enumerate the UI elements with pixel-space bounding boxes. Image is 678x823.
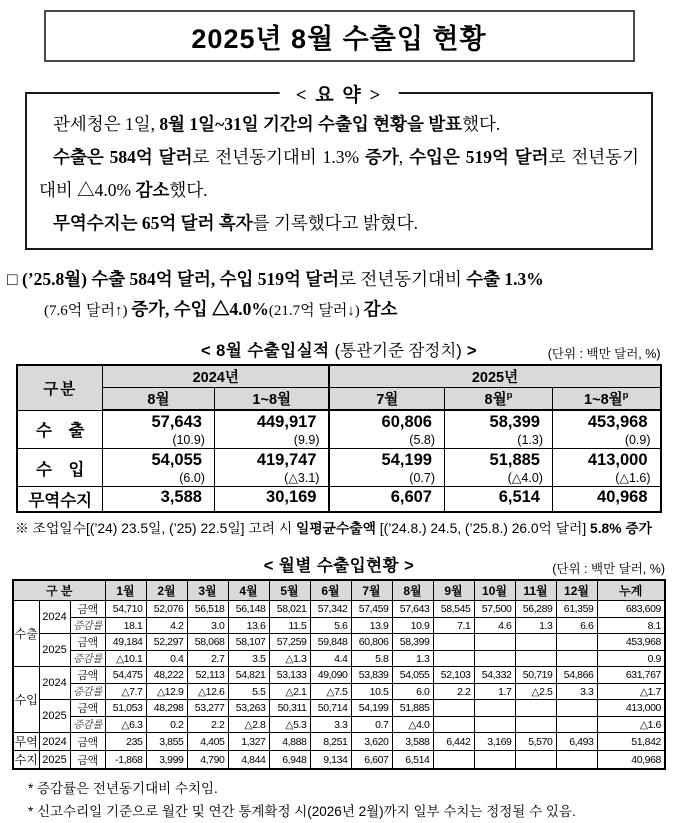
monthly-row bbox=[13, 667, 665, 684]
data-cell bbox=[433, 634, 474, 651]
text-segment: (7.6억 달러↑) bbox=[44, 303, 132, 319]
col-header-year-group: 2024년 bbox=[102, 365, 329, 388]
data-cell: △12.6 bbox=[187, 684, 228, 700]
data-cell: 5.5 bbox=[228, 684, 269, 700]
data-cell: △5.3 bbox=[269, 717, 310, 733]
col-header-month: 7월 bbox=[351, 580, 392, 601]
data-cell: 13.6 bbox=[228, 618, 269, 634]
data-cell bbox=[556, 751, 597, 770]
monthly-row bbox=[13, 618, 665, 634]
data-cell: △12.9 bbox=[146, 684, 187, 700]
amount-value: 60,806 bbox=[381, 413, 432, 431]
data-cell: 54,475 bbox=[105, 667, 146, 684]
text-segment: 감소 bbox=[135, 180, 170, 200]
growth-rate: (1.3) bbox=[517, 433, 543, 447]
data-cell: 413,000 bbox=[597, 700, 665, 717]
text-segment: 8월 1일~31일 기간의 수출입 현황을 발표 bbox=[159, 114, 463, 134]
col-header-month: 8월 bbox=[102, 388, 214, 411]
col-header-month: 1~8월 bbox=[214, 388, 329, 411]
data-cell: 4.2 bbox=[146, 618, 187, 634]
col-header-gubun: 구 분 bbox=[13, 580, 105, 601]
text-segment: > bbox=[461, 342, 478, 360]
data-cell: 53,277 bbox=[187, 700, 228, 717]
col-header-month: 8월 bbox=[392, 580, 433, 601]
col-header-month: 7월 bbox=[329, 388, 444, 411]
year-label: 2025 bbox=[39, 700, 70, 733]
col-header-gubun: 구분 bbox=[17, 365, 102, 410]
value-cell bbox=[444, 410, 552, 449]
metric-label: 증감률 bbox=[70, 717, 105, 733]
data-cell: 1.3 bbox=[392, 651, 433, 667]
text-segment: 했다. bbox=[462, 114, 501, 134]
amount-value: 58,399 bbox=[489, 413, 540, 431]
metric-label: 금액 bbox=[70, 700, 105, 717]
data-cell: 58,545 bbox=[433, 601, 474, 618]
data-cell: 52,103 bbox=[433, 667, 474, 684]
data-cell: 1,327 bbox=[228, 733, 269, 751]
summary-paragraph bbox=[39, 141, 639, 207]
data-cell: 3.0 bbox=[187, 618, 228, 634]
monthly-row bbox=[13, 717, 665, 733]
text-segment: 관세청은 1일, bbox=[53, 114, 160, 134]
data-cell: 51,053 bbox=[105, 700, 146, 717]
text-segment: 했다. bbox=[169, 180, 208, 200]
data-cell bbox=[474, 700, 515, 717]
text-segment: (’25.8월) 수출 584억 달러, 수입 519억 달러 bbox=[21, 269, 340, 289]
data-cell: 54,055 bbox=[392, 667, 433, 684]
data-cell: △2.5 bbox=[515, 684, 556, 700]
row-imports bbox=[17, 449, 660, 487]
amount-value: 453,968 bbox=[587, 413, 648, 431]
text-segment: 를 기록했다고 밝혔다. bbox=[252, 213, 418, 233]
value-cell bbox=[214, 487, 329, 513]
text-segment: (21.7억 달러↓) bbox=[268, 303, 364, 319]
data-cell: 57,643 bbox=[392, 601, 433, 618]
data-cell: 2.2 bbox=[187, 717, 228, 733]
text-segment: 감소 bbox=[363, 299, 398, 319]
group-label: 무역 bbox=[13, 733, 39, 751]
data-cell: △4.0 bbox=[392, 717, 433, 733]
amount-value: 6,514 bbox=[498, 488, 540, 506]
data-cell: 0.4 bbox=[146, 651, 187, 667]
provisional-marker: p bbox=[622, 390, 629, 402]
value-cell bbox=[214, 410, 329, 449]
text-segment: 로 전년동기대비 △4.0% bbox=[39, 147, 639, 200]
lead-line-2 bbox=[7, 296, 674, 325]
col-header-month: 8월$^p$ bbox=[444, 388, 552, 411]
data-cell: 59,848 bbox=[310, 634, 351, 651]
monthly-table-head bbox=[13, 580, 665, 601]
data-cell: 6,948 bbox=[269, 751, 310, 770]
lead-paragraph bbox=[7, 266, 674, 325]
text-segment: 수출은 584억 달러 bbox=[53, 147, 193, 167]
data-cell: 56,148 bbox=[228, 601, 269, 618]
data-cell: 52,076 bbox=[146, 601, 187, 618]
data-cell: 48,298 bbox=[146, 700, 187, 717]
value-cell bbox=[102, 410, 214, 449]
metric-label: 증감률 bbox=[70, 618, 105, 634]
col-header-month: 3월 bbox=[187, 580, 228, 601]
data-cell: 1.7 bbox=[474, 684, 515, 700]
text-segment: 증가, 수입 △4.0% bbox=[131, 299, 269, 319]
value-cell bbox=[552, 410, 660, 449]
data-cell: 52,297 bbox=[146, 634, 187, 651]
data-cell: 60,806 bbox=[351, 634, 392, 651]
data-cell: 4,405 bbox=[187, 733, 228, 751]
row-exports bbox=[17, 410, 660, 449]
data-cell: 4,844 bbox=[228, 751, 269, 770]
growth-rate: (9.9) bbox=[293, 433, 320, 447]
data-cell bbox=[515, 700, 556, 717]
text-segment: (통관기준 잠정치) bbox=[334, 342, 462, 360]
growth-rate: (0.7) bbox=[409, 471, 435, 485]
data-cell: 4,790 bbox=[187, 751, 228, 770]
performance-table-header bbox=[18, 337, 661, 361]
data-cell: 54,821 bbox=[228, 667, 269, 684]
amount-value: 40,968 bbox=[597, 488, 648, 506]
year-label: 2025 bbox=[39, 634, 70, 667]
amount-value: 3,588 bbox=[160, 488, 202, 506]
document-title-box bbox=[44, 10, 635, 62]
daily-average-note bbox=[15, 517, 663, 537]
performance-table-head bbox=[17, 365, 660, 410]
data-cell: 50,719 bbox=[515, 667, 556, 684]
data-cell bbox=[474, 717, 515, 733]
growth-rate: (5.8) bbox=[409, 433, 435, 447]
data-cell: 9,134 bbox=[310, 751, 351, 770]
data-cell: 8,251 bbox=[310, 733, 351, 751]
amount-value: 6,607 bbox=[390, 488, 432, 506]
value-cell bbox=[444, 487, 552, 513]
data-cell: 5,570 bbox=[515, 733, 556, 751]
text-segment: 무역수지는 65억 달러 흑자 bbox=[53, 213, 253, 233]
data-cell bbox=[515, 634, 556, 651]
data-cell: 54,710 bbox=[105, 601, 146, 618]
data-cell: 1.3 bbox=[515, 618, 556, 634]
data-cell: 61,359 bbox=[556, 601, 597, 618]
data-cell bbox=[433, 651, 474, 667]
metric-label: 금액 bbox=[70, 667, 105, 684]
value-cell bbox=[329, 410, 444, 449]
text-segment: , bbox=[398, 147, 410, 167]
data-cell: 11.5 bbox=[269, 618, 310, 634]
summary-heading: < 요 약 > bbox=[280, 80, 399, 107]
col-header-year-group: 2025년 bbox=[329, 365, 660, 388]
data-cell: 3,169 bbox=[474, 733, 515, 751]
data-cell: △7.5 bbox=[310, 684, 351, 700]
col-header-month: 12월 bbox=[556, 580, 597, 601]
col-header-month: 10월 bbox=[474, 580, 515, 601]
data-cell: 6,442 bbox=[433, 733, 474, 751]
amount-value: 413,000 bbox=[587, 451, 648, 469]
data-cell: 5.6 bbox=[310, 618, 351, 634]
monthly-row bbox=[13, 634, 665, 651]
col-header-month: 누계 bbox=[597, 580, 665, 601]
value-cell bbox=[214, 449, 329, 487]
footnote-line: * 신고수리일 기준으로 월간 및 연간 통계확정 시(2026년 2월)까지 일부 수치는 정정될 수 있음. bbox=[28, 804, 576, 819]
metric-label: 증감률 bbox=[70, 651, 105, 667]
data-cell bbox=[474, 651, 515, 667]
data-cell: 49,184 bbox=[105, 634, 146, 651]
text-segment: 증가 bbox=[364, 147, 399, 167]
data-cell bbox=[515, 651, 556, 667]
data-cell: 6.6 bbox=[556, 618, 597, 634]
data-cell: 53,839 bbox=[351, 667, 392, 684]
lead-text bbox=[22, 269, 544, 289]
year-label: 2025 bbox=[39, 751, 70, 770]
value-cell bbox=[444, 449, 552, 487]
data-cell: 4.4 bbox=[310, 651, 351, 667]
growth-rate: (10.9) bbox=[172, 433, 205, 447]
document-page bbox=[0, 10, 678, 819]
performance-table-caption bbox=[201, 342, 477, 360]
row-label: 무역수지 bbox=[17, 487, 102, 513]
summary-box bbox=[25, 85, 653, 250]
monthly-table bbox=[12, 579, 666, 770]
growth-rate: (△1.6) bbox=[615, 471, 651, 485]
data-cell: 13.9 bbox=[351, 618, 392, 634]
text-segment: [(’24.8.) 24.5, (’25.8.) 26.0억 달러] bbox=[375, 521, 591, 536]
value-cell bbox=[329, 487, 444, 513]
data-cell: 5.8 bbox=[351, 651, 392, 667]
text-segment: 로 전년동기대비 1.3% bbox=[192, 147, 365, 167]
monthly-row bbox=[13, 601, 665, 618]
growth-rate: (△3.1) bbox=[284, 471, 320, 485]
data-cell: 50,714 bbox=[310, 700, 351, 717]
data-cell: 7.1 bbox=[433, 618, 474, 634]
metric-label: 증감률 bbox=[70, 684, 105, 700]
data-cell: △1.3 bbox=[269, 651, 310, 667]
data-cell: 58,107 bbox=[228, 634, 269, 651]
data-cell: 57,342 bbox=[310, 601, 351, 618]
data-cell: 54,332 bbox=[474, 667, 515, 684]
value-cell bbox=[102, 449, 214, 487]
data-cell: 57,259 bbox=[269, 634, 310, 651]
footnotes bbox=[28, 777, 678, 823]
summary-paragraph bbox=[39, 108, 639, 141]
data-cell: 8.1 bbox=[597, 618, 665, 634]
text-segment: 수입은 519억 달러 bbox=[409, 147, 549, 167]
data-cell bbox=[433, 700, 474, 717]
data-cell: 10.9 bbox=[392, 618, 433, 634]
row-label: 수 입 bbox=[17, 449, 102, 487]
col-header-month: 11월 bbox=[515, 580, 556, 601]
data-cell bbox=[556, 700, 597, 717]
data-cell: 52,113 bbox=[187, 667, 228, 684]
footnote-line: * 증감률은 전년동기대비 수치임. bbox=[28, 781, 218, 796]
data-cell: 2.2 bbox=[433, 684, 474, 700]
data-cell: 6,607 bbox=[351, 751, 392, 770]
text-segment: 로 전년동기대비 bbox=[339, 269, 467, 289]
text-segment: 수출 1.3% bbox=[466, 269, 544, 289]
monthly-row-balance bbox=[13, 733, 665, 751]
col-header-month: 5월 bbox=[269, 580, 310, 601]
data-cell: 10.5 bbox=[351, 684, 392, 700]
text-segment: 5.8% 증가 bbox=[590, 521, 652, 536]
metric-label: 금액 bbox=[70, 751, 105, 770]
data-cell: △6.3 bbox=[105, 717, 146, 733]
year-label: 2024 bbox=[39, 667, 70, 700]
data-cell bbox=[515, 751, 556, 770]
data-cell: 57,500 bbox=[474, 601, 515, 618]
data-cell: △2.8 bbox=[228, 717, 269, 733]
col-header-month: 6월 bbox=[310, 580, 351, 601]
data-cell: 51,885 bbox=[392, 700, 433, 717]
data-cell: 54,866 bbox=[556, 667, 597, 684]
monthly-table-unit: (단위 : 백만 달러, %) bbox=[552, 562, 665, 576]
data-cell: 54,199 bbox=[351, 700, 392, 717]
data-cell: 58,068 bbox=[187, 634, 228, 651]
performance-table bbox=[16, 364, 661, 513]
value-cell bbox=[552, 449, 660, 487]
metric-label: 금액 bbox=[70, 733, 105, 751]
data-cell: 3.3 bbox=[556, 684, 597, 700]
col-header-month: 9월 bbox=[433, 580, 474, 601]
monthly-table-header bbox=[13, 552, 665, 576]
value-cell bbox=[329, 449, 444, 487]
data-cell: 4.6 bbox=[474, 618, 515, 634]
value-cell bbox=[552, 487, 660, 513]
data-cell: 3,855 bbox=[146, 733, 187, 751]
data-cell: 3,588 bbox=[392, 733, 433, 751]
group-label: 수출 bbox=[13, 601, 39, 667]
data-cell: 3.3 bbox=[310, 717, 351, 733]
data-cell: 0.2 bbox=[146, 717, 187, 733]
data-cell: 0.9 bbox=[597, 651, 665, 667]
monthly-table-body bbox=[13, 601, 665, 770]
data-cell bbox=[556, 651, 597, 667]
data-cell: 56,518 bbox=[187, 601, 228, 618]
data-cell: 48,222 bbox=[146, 667, 187, 684]
data-cell bbox=[474, 634, 515, 651]
amount-value: 449,917 bbox=[256, 413, 317, 431]
value-cell bbox=[102, 487, 214, 513]
data-cell: 18.1 bbox=[105, 618, 146, 634]
data-cell: 0.7 bbox=[351, 717, 392, 733]
year-label: 2024 bbox=[39, 601, 70, 634]
data-cell: 56,289 bbox=[515, 601, 556, 618]
group-label: 수입 bbox=[13, 667, 39, 733]
col-header-month: 4월 bbox=[228, 580, 269, 601]
text-segment: < 월별 수출입현황 > bbox=[263, 557, 415, 575]
data-cell bbox=[556, 634, 597, 651]
data-cell: 57,459 bbox=[351, 601, 392, 618]
data-cell bbox=[433, 751, 474, 770]
data-cell: 53,133 bbox=[269, 667, 310, 684]
monthly-row bbox=[13, 700, 665, 717]
data-cell: △2.1 bbox=[269, 684, 310, 700]
data-cell: 2.7 bbox=[187, 651, 228, 667]
provisional-marker: p bbox=[506, 390, 513, 402]
data-cell: 58,021 bbox=[269, 601, 310, 618]
col-header-month: 1월 bbox=[105, 580, 146, 601]
data-cell: 631,767 bbox=[597, 667, 665, 684]
monthly-row bbox=[13, 651, 665, 667]
growth-rate: (6.0) bbox=[179, 471, 205, 485]
data-cell bbox=[474, 751, 515, 770]
data-cell: △1.7 bbox=[597, 684, 665, 700]
growth-rate: (△4.0) bbox=[507, 471, 543, 485]
square-bullet-icon: □ bbox=[7, 269, 18, 289]
data-cell: 40,968 bbox=[597, 751, 665, 770]
performance-table-body bbox=[17, 410, 660, 512]
col-header-month: 1~8월$^p$ bbox=[552, 388, 660, 411]
text-segment: 일평균수출액 bbox=[296, 521, 376, 536]
data-cell: 683,609 bbox=[597, 601, 665, 618]
summary-paragraph bbox=[39, 207, 639, 240]
monthly-row-balance bbox=[13, 751, 665, 770]
data-cell: 235 bbox=[105, 733, 146, 751]
monthly-row bbox=[13, 684, 665, 700]
data-cell: 49,090 bbox=[310, 667, 351, 684]
amount-value: 419,747 bbox=[256, 451, 317, 469]
data-cell: △7.7 bbox=[105, 684, 146, 700]
data-cell: 4,888 bbox=[269, 733, 310, 751]
growth-rate: (0.9) bbox=[624, 433, 651, 447]
data-cell bbox=[556, 717, 597, 733]
row-label: 수 출 bbox=[17, 410, 102, 449]
lead-line-1 bbox=[7, 266, 674, 293]
amount-value: 57,643 bbox=[151, 413, 202, 431]
data-cell: 3.5 bbox=[228, 651, 269, 667]
text-segment: < 8월 수출입실적 bbox=[200, 342, 335, 360]
monthly-table-caption bbox=[264, 557, 415, 575]
amount-value: 54,055 bbox=[151, 451, 202, 469]
text-segment: ※ 조업일수[(’24) 23.5일, (’25) 22.5일] 고려 시 bbox=[15, 521, 296, 536]
data-cell: 50,311 bbox=[269, 700, 310, 717]
data-cell: 53,263 bbox=[228, 700, 269, 717]
data-cell: -1,868 bbox=[105, 751, 146, 770]
amount-value: 30,169 bbox=[266, 488, 317, 506]
data-cell: 58,399 bbox=[392, 634, 433, 651]
data-cell: 3,620 bbox=[351, 733, 392, 751]
data-cell: 6,514 bbox=[392, 751, 433, 770]
data-cell: △1.6 bbox=[597, 717, 665, 733]
group-label: 수지 bbox=[13, 751, 39, 770]
data-cell: 6.0 bbox=[392, 684, 433, 700]
metric-label: 금액 bbox=[70, 601, 105, 618]
col-header-month: 2월 bbox=[146, 580, 187, 601]
data-cell: 3,999 bbox=[146, 751, 187, 770]
year-label: 2024 bbox=[39, 733, 70, 751]
data-cell: 453,968 bbox=[597, 634, 665, 651]
data-cell bbox=[515, 717, 556, 733]
page-title: 2025년 8월 수출입 현황 bbox=[191, 23, 487, 54]
data-cell: 51,842 bbox=[597, 733, 665, 751]
data-cell: 6,493 bbox=[556, 733, 597, 751]
metric-label: 금액 bbox=[70, 634, 105, 651]
amount-value: 51,885 bbox=[489, 451, 540, 469]
performance-table-unit: (단위 : 백만 달러, %) bbox=[547, 347, 661, 361]
row-trade-balance bbox=[17, 487, 660, 513]
amount-value: 54,199 bbox=[381, 451, 432, 469]
data-cell: △10.1 bbox=[105, 651, 146, 667]
data-cell bbox=[433, 717, 474, 733]
